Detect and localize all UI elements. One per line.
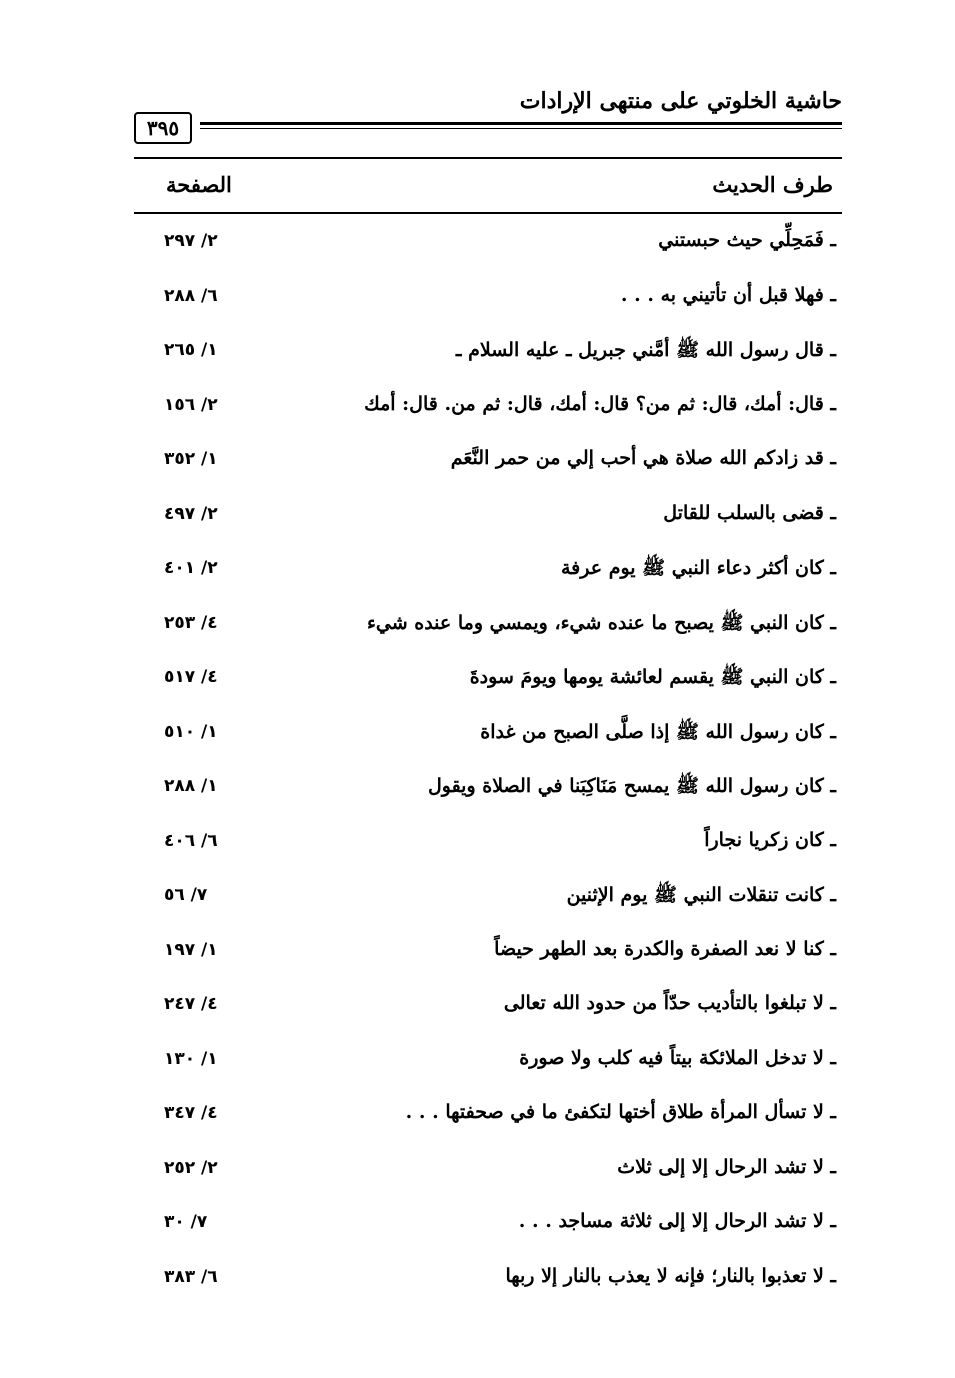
page-reference: ٤/ ٢٤٧ xyxy=(164,994,218,1014)
hadith-text: ـ كان أكثر دعاء النبي ﷺ يوم عرفة xyxy=(561,557,836,579)
hadith-index-list xyxy=(134,216,842,1306)
hadith-text: ـ قضى بالسلب للقاتل xyxy=(663,501,836,524)
column-header-page: الصفحة xyxy=(166,172,232,197)
hadith-text: ـ لا تعذبوا بالنار؛ فإنه لا يعذب بالنار إلا ربها xyxy=(505,1264,836,1287)
hadith-text: ـ كان النبي ﷺ يصبح ما عنده شيء، ويمسي وما عنده شيء xyxy=(366,611,836,634)
page-reference: ٢/ ١٥٦ xyxy=(164,394,218,415)
index-row xyxy=(134,870,842,925)
page-reference: ٤/ ٣٤٧ xyxy=(164,1103,218,1123)
hadith-text: ـ لا تبلغوا بالتأديب حدّاً من حدود الله تعالى xyxy=(503,992,836,1014)
page-reference: ٢/ ٢٥٢ xyxy=(164,1157,218,1178)
hadith-text: ـ لا تشد الرحال إلا إلى ثلاث xyxy=(617,1155,836,1178)
page-reference: ٦/ ٣٨٣ xyxy=(164,1266,218,1287)
index-row xyxy=(134,325,842,380)
index-row xyxy=(134,816,842,871)
hadith-text: ـ لا تدخل الملائكة بيتاً فيه كلب ولا صورة xyxy=(519,1046,836,1069)
hadith-text: ـ فَمَحِلِّي حيث حبستني xyxy=(658,229,836,251)
page-number-badge: ٣٩٥ xyxy=(134,112,192,144)
index-row xyxy=(134,1088,842,1143)
header-rule xyxy=(200,122,842,125)
hadith-text: ـ كان زكريا نجاراً xyxy=(704,828,836,851)
page-reference: ٤/ ٥١٧ xyxy=(164,667,218,687)
running-header-title: حاشية الخلوتي على منتهى الإرادات xyxy=(519,88,842,114)
index-row xyxy=(134,707,842,762)
index-row xyxy=(134,434,842,489)
hadith-text: ـ كان النبي ﷺ يقسم لعائشة يومها ويومَ سودةَ xyxy=(469,666,836,688)
page-reference: ٧/ ٥٦ xyxy=(164,885,208,905)
hadith-text: ـ كان رسول الله ﷺ يمسح مَنَاكِبَنا في الصلاة ويقول xyxy=(427,775,836,797)
page-reference: ١/ ٢٦٥ xyxy=(164,340,218,360)
page-reference: ٦/ ٢٨٨ xyxy=(164,285,218,306)
index-row xyxy=(134,271,842,326)
hadith-text: ـ كان رسول الله ﷺ إذا صلَّى الصبح من غداة xyxy=(480,720,836,743)
index-row xyxy=(134,1034,842,1089)
index-row xyxy=(134,1252,842,1307)
table-top-rule xyxy=(134,157,842,159)
index-row xyxy=(134,489,842,544)
hadith-text: ـ كانت تنقلات النبي ﷺ يوم الإثنين xyxy=(566,884,836,906)
table-header-rule xyxy=(134,212,842,214)
index-row xyxy=(134,761,842,816)
hadith-text: ـ قال رسول الله ﷺ أمَّني جبريل ـ عليه السلام ـ xyxy=(455,339,836,361)
index-row xyxy=(134,216,842,271)
column-header-hadith: طرف الحديث xyxy=(712,172,833,197)
index-row xyxy=(134,543,842,598)
page-reference: ١/ ١٩٧ xyxy=(164,939,218,960)
index-row xyxy=(134,598,842,653)
page-reference: ٢/ ٢٩٧ xyxy=(164,231,218,251)
page-reference: ٧/ ٣٠ xyxy=(164,1212,208,1232)
page-reference: ٢/ ٤٠١ xyxy=(164,558,218,578)
index-row xyxy=(134,380,842,435)
page-reference: ١/ ٢٨٨ xyxy=(164,776,218,796)
page-reference: ١/ ٣٥٢ xyxy=(164,449,218,469)
hadith-text: ـ كنا لا نعد الصفرة والكدرة بعد الطهر حيضاً xyxy=(494,937,836,960)
page-reference: ٤/ ٢٥٣ xyxy=(164,612,218,633)
page-reference: ١/ ١٣٠ xyxy=(164,1048,218,1069)
page-reference: ٢/ ٤٩٧ xyxy=(164,503,218,524)
hadith-text: ـ لا تسأل المرأة طلاق أختها لتكفئ ما في صحفتها . . . xyxy=(405,1101,836,1123)
hadith-text: ـ قد زادكم الله صلاة هي أحب إلي من حمر النَّعَم xyxy=(450,447,836,469)
header-rule-thin xyxy=(200,128,842,129)
index-row xyxy=(134,652,842,707)
hadith-text: ـ قال: أمك، قال: ثم من؟ قال: أمك، قال: ثم من. قال: أمك xyxy=(364,392,836,415)
index-row xyxy=(134,979,842,1034)
index-row xyxy=(134,1197,842,1252)
index-row xyxy=(134,1143,842,1198)
hadith-text: ـ فهلا قبل أن تأتيني به . . . xyxy=(620,283,836,306)
page-reference: ١/ ٥١٠ xyxy=(164,721,218,742)
hadith-text: ـ لا تشد الرحال إلا إلى ثلاثة مساجد . . . xyxy=(518,1210,836,1232)
index-row xyxy=(134,925,842,980)
page-reference: ٦/ ٤٠٦ xyxy=(164,830,218,851)
